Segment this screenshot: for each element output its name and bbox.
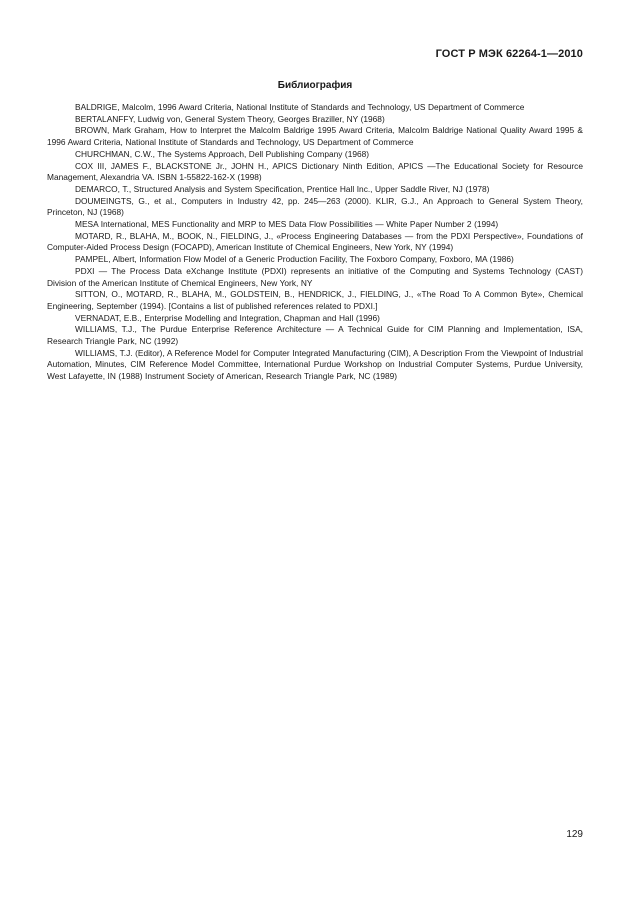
bibliography-entry: DEMARCO, T., Structured Analysis and System Specification, Prentice Hall Inc., Upper Saddle River, NJ (1978) [75,183,490,194]
bibliography-entry: DOUMEINGTS, G., et al., Computers in Industry 42, pp. 245—263 (2000). KLIR, G.J., An Approach to General System Theory, Princeton, NJ (1968) [47,195,583,218]
bibliography-entry: CHURCHMAN, C.W., The Systems Approach, Dell Publishing Company (1968) [75,148,370,159]
bibliography-entry: VERNADAT, E.B., Enterprise Modelling and Integration, Chapman and Hall (1996) [75,312,380,323]
bibliography-entry: SITTON, O., MOTARD, R., BLAHA, M., GOLDSTEIN, B., HENDRICK, J., FIELDING, J., «The Road To A Common Byte», Chemical Engineering, September (1994). [Contains a list of published references related to PDXI.] [47,289,583,311]
standard-code-header: ГОСТ Р МЭК 62264-1—2010 [435,48,583,60]
bibliography-entry: BROWN, Mark Graham, How to Interpret the Malcolm Baldrige 1995 Award Criteria, Malcolm Baldrige National Quality Award 1995 & 1996 Award Criteria, National Institute of Standards and Technology, US Department of Commerce [47,125,583,148]
bibliography-entry: WILLIAMS, T.J. (Editor), A Reference Model for Computer Integrated Manufacturing (CIM), A Description From the Viewpoint of Industrial Automation, Minutes, CIM Reference Model Committee, International Purdue Workshop on Industrial Computer Systems, Purdue University, West Lafayette, IN (1988) Instrument Society of American, Research Triangle Park, NC (1989) [47,347,583,382]
bibliography-entry: BERTALANFFY, Ludwig von, General System Theory, Georges Braziller, NY (1968) [75,113,385,124]
bibliography-entry: MESA International, MES Functionality and MRP to MES Data Flow Possibilities — White Paper Number 2 (1994) [75,219,499,230]
bibliography-entry: PDXI — The Process Data eXchange Institute (PDXI) represents an initiative of the Computing and Systems Technology (CAST) Division of the American Institute of Chemical Engineers, New York, NY [47,265,583,288]
bibliography-entry: MOTARD, R., BLAHA, M., BOOK, N., FIELDING, J., «Process Engineering Databases — from the PDXI Perspective», Foundations of Computer-Aided Process Design (FOCAPD), American Institute of Chemical Engineers, New York, NY (1994) [47,230,583,253]
bibliography-list [47,102,583,383]
bibliography-entry: COX III, JAMES F., BLACKSTONE Jr., JOHN H., APICS Dictionary Ninth Edition, APICS —The Educational Society for Resource Management, Alexandria VA. ISBN 1-55822-162-X (1998) [47,160,583,183]
bibliography-entry: PAMPEL, Albert, Information Flow Model of a Generic Production Facility, The Foxboro Company, Foxboro, MA (1986) [75,254,514,265]
page-number: 129 [566,829,583,840]
bibliography-title: Библиография [277,80,353,91]
bibliography-entry: BALDRIGE, Malcolm, 1996 Award Criteria, National Institute of Standards and Technology, US Department of Commerce [75,102,525,112]
bibliography-entry: WILLIAMS, T.J., The Purdue Enterprise Reference Architecture — A Technical Guide for CIM Planning and Implementation, ISA, Research Triangle Park, NC (1992) [47,324,583,347]
